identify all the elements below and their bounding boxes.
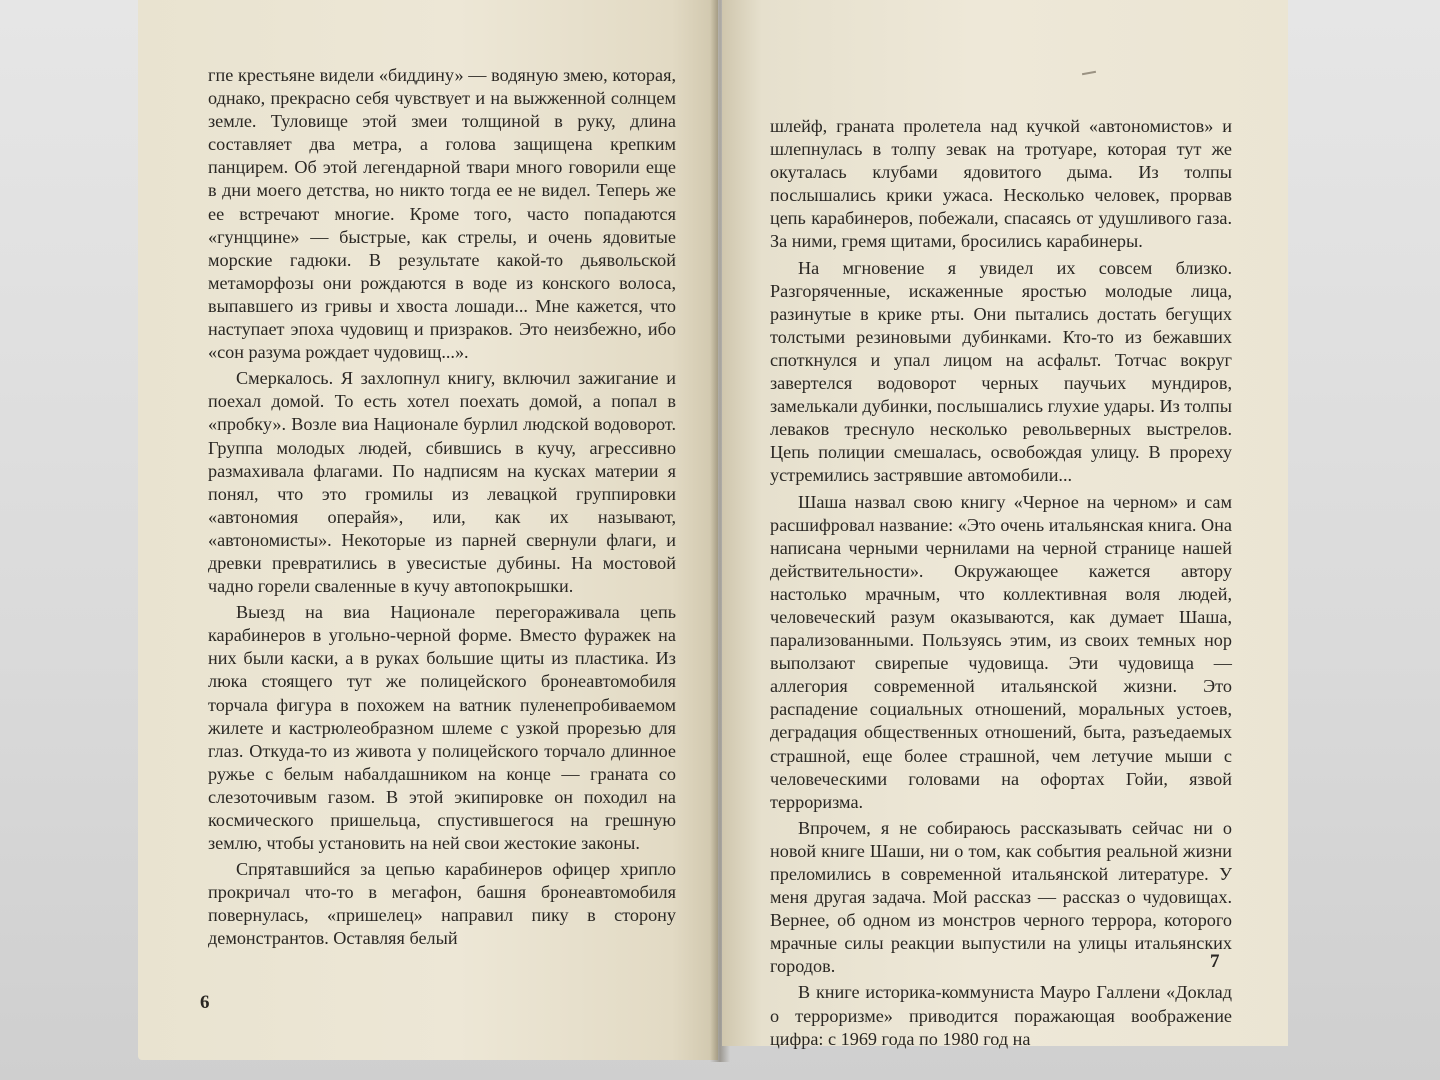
- open-book: [138, 0, 1288, 1080]
- left-page: [138, 0, 718, 1060]
- left-page-text: [208, 64, 676, 951]
- right-page-text: [770, 115, 1232, 1051]
- left-paragraph-2: Смеркалось. Я захлопнул книгу, включил зажигание и поехал домой. То есть хотел поехать домой, а попал в «пробку». Возле виа Национале бурлил людской водоворот. Группа молодых людей, сбившись в кучу, агрессивно размахивала флагами. По надписям на кусках материи я понял, что это громилы из левацкой группировки «автономия операйя», или, как их называют, «автономисты». Некоторые из парней свернули флаги, и древки превратились в увесистые дубины. На мостовой чадно горели сваленные в кучу автопокрышки.: [208, 368, 676, 597]
- right-paragraph-1: шлейф, граната пролетела над кучкой «автономистов» и шлепнулась в толпу зевак на тротуаре, которая тут же окуталась клубами ядовитого дыма. Из толпы послышались крики ужаса. Несколько человек, прорвав цепь карабинеров, побежали, спасаясь от удушливого газа. За ними, гремя щитами, бросились карабинеры.: [770, 116, 1232, 252]
- right-paragraph-3: Шаша назвал свою книгу «Черное на черном» и сам расшифровал название: «Это очень итальянская книга. Она написана черными чернилами на черной странице нашей действительности». Окружающее кажется автору настолько мрачным, что коллективная воля людей, человеческий разум оказываются, как думает Шаша, парализованными. Пользуясь этим, из своих темных нор выползают свирепые чудовища. Эти чудовища — аллегория современной итальянской жизни. Это распадение социальных отношений, моральных устоев, деградация общественных отношений, быта, разъедаемых страшной, еще более страшной, чем летучие мыши с человеческими головами на офортах Гойи, язвой терроризма.: [770, 491, 1232, 812]
- right-paragraph-2: На мгновение я увидел их совсем близко. Разгоряченные, искаженные яростью молодые лица, разинутые в крике рты. Они пытались достать бегущих толстыми резиновыми дубинками. Кто-то из бежавших споткнулся и упал лицом на асфальт. Тотчас вокруг завертелся водоворот черных паучьих мундиров, замелькали дубинки, послышались глухие удары. Из толпы леваков треснуло несколько револьверных выстрелов. Цепь полиции смешалась, освобождая улицу. В прореху устремились застрявшие автомобили...: [770, 257, 1232, 486]
- left-page-number: 6: [200, 992, 210, 1013]
- pencil-mark: [1082, 71, 1096, 75]
- right-paragraph-5: В книге историка-коммуниста Мауро Галлени «Доклад о терроризме» приводится поражающая воображение цифра: с 1969 года по 1980 год на: [770, 982, 1232, 1049]
- right-paragraph-4: Впрочем, я не собираюсь рассказывать сейчас ни о новой книге Шаши, ни о том, как события реальной жизни преломились в современной итальянской литературе. У меня другая задача. Мой рассказ — рассказ о чудовищах. Вернее, об одном из монстров черного террора, которого мрачные силы реакции выпустили на улицы итальянских городов.: [770, 817, 1232, 977]
- left-paragraph-3: Выезд на виа Национале перегораживала цепь карабинеров в угольно-черной форме. Вместо фуражек на них были каски, а в руках большие щиты из пластика. Из люка стоящего тут же полицейского бронеавтомобиля торчала фигура в похожем на ватник пуленепробиваемом жилете и кастрюлеобразном шлеме с узкой прорезью для глаз. Откуда-то из живота у полицейского торчало длинное ружье с белым набалдашником на конце — граната со слезоточивым газом. В этой экипировке он походил на космического пришельца, спустившегося на грешную землю, чтобы установить на ней свои жестокие законы.: [208, 602, 676, 854]
- right-page: [722, 0, 1288, 1049]
- left-paragraph-4: Спрятавшийся за цепью карабинеров офицер хрипло прокричал что-то в мегафон, башня бронеавтомобиля повернулась, «пришелец» направил пику в сторону демонстрантов. Оставляя белый: [208, 859, 676, 949]
- left-paragraph-1: гпе крестьяне видели «биддину» — водяную змею, которая, однако, прекрасно себя чувствует и на выжженной солнцем земле. Туловище этой змеи толщиной в руку, длина составляет два метра, а голова защищена крепким панцирем. Об этой легендарной твари много говорили еще в дни моего детства, но никто тогда ее не видел. Теперь же ее встречают многие. Кроме того, часто попадаются «гунццине» — быстрые, как стрелы, и очень ядовитые морские гадюки. В результате какой-то дьявольской метаморфозы они рождаются в воде из конского волоса, выпавшего из гривы и хвоста лошади... Мне кажется, что наступает эпоха чудовищ и призраков. Это неизбежно, ибо «сон разума рождает чудовищ...».: [208, 65, 676, 363]
- right-page-number: 7: [1210, 951, 1220, 972]
